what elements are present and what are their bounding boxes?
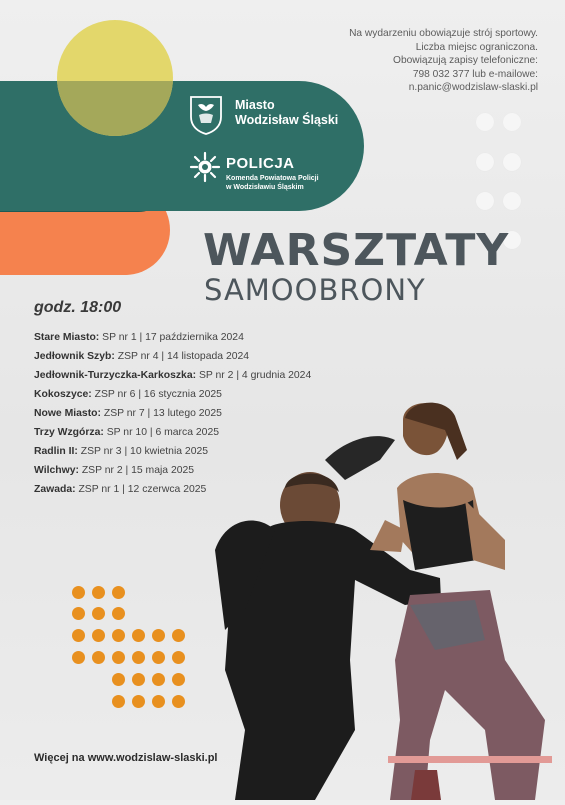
schedule-place: Trzy Wzgórza:	[34, 427, 104, 438]
decor-dot	[92, 629, 105, 642]
schedule-place: Kokoszyce:	[34, 389, 92, 400]
schedule-detail: SP nr 10 | 6 marca 2025	[103, 427, 219, 438]
schedule-place: Radlin II:	[34, 446, 78, 457]
decor-dot	[152, 673, 165, 686]
floor-mat-stripe	[388, 756, 552, 763]
schedule-detail: ZSP nr 4 | 14 listopada 2024	[114, 351, 250, 362]
decor-dot	[92, 651, 105, 664]
decor-dot	[152, 629, 165, 642]
schedule-place: Jedłownik-Turzyczka-Karkoszka:	[34, 370, 197, 381]
info-email[interactable]: n.panic@wodzislaw-slaski.pl	[408, 82, 538, 94]
decor-dot	[172, 651, 185, 664]
schedule-item	[34, 347, 311, 366]
decor-dot	[503, 192, 521, 210]
decor-dot	[92, 607, 105, 620]
decor-dot	[503, 113, 521, 131]
decor-dot	[132, 695, 145, 708]
decor-dot	[92, 586, 105, 599]
decor-dot	[132, 651, 145, 664]
page-subtitle: SAMOOBRONY	[204, 273, 426, 307]
schedule-detail: ZSP nr 6 | 16 stycznia 2025	[91, 389, 222, 400]
decor-dot	[112, 651, 125, 664]
decor-dot	[476, 153, 494, 171]
decor-dot	[172, 695, 185, 708]
schedule-detail: ZSP nr 3 | 10 kwietnia 2025	[77, 446, 209, 457]
decor-dot	[112, 586, 125, 599]
info-line: Obowiązują zapisy telefoniczne:	[393, 55, 538, 67]
decor-dot	[476, 113, 494, 131]
schedule-place: Stare Miasto:	[34, 332, 100, 343]
self-defense-photo	[205, 400, 565, 800]
schedule-place: Jedłownik Szyb:	[34, 351, 115, 362]
decor-dot	[72, 629, 85, 642]
info-line: Liczba miejsc ograniczona.	[415, 41, 538, 53]
decor-dot	[132, 629, 145, 642]
decor-dot	[503, 153, 521, 171]
schedule-place: Nowe Miasto:	[34, 408, 101, 419]
decor-dot	[476, 192, 494, 210]
decor-dot	[112, 607, 125, 620]
footer-website[interactable]: Więcej na www.wodzislaw-slaski.pl	[34, 752, 218, 764]
event-time: godz. 18:00	[34, 299, 122, 316]
info-line: Na wydarzeniu obowiązuje strój sportowy.	[349, 28, 538, 39]
decor-dot	[112, 695, 125, 708]
city-name-line1: Miasto	[235, 98, 275, 112]
schedule-place: Zawada:	[34, 484, 76, 495]
schedule-item	[34, 328, 311, 347]
police-star-icon	[189, 151, 221, 183]
decor-dot	[72, 607, 85, 620]
schedule-detail: SP nr 2 | 4 grudnia 2024	[196, 370, 312, 381]
schedule-detail: ZSP nr 1 | 12 czerwca 2025	[75, 484, 207, 495]
decor-dot	[72, 586, 85, 599]
page-title: WARSZTATY	[203, 225, 510, 276]
police-title: POLICJA	[226, 155, 295, 172]
decor-dot	[72, 651, 85, 664]
schedule-detail: ZSP nr 2 | 15 maja 2025	[78, 465, 195, 476]
schedule-detail: SP nr 1 | 17 października 2024	[99, 332, 244, 343]
city-crest-icon	[189, 95, 223, 135]
decor-dot	[152, 695, 165, 708]
city-name	[235, 98, 338, 128]
police-subtitle-line1: Komenda Powiatowa Policji	[226, 175, 319, 182]
decor-dot	[132, 673, 145, 686]
police-subtitle	[226, 174, 319, 192]
info-line: 798 032 377 lub e-mailowe:	[412, 68, 538, 80]
decor-dot	[112, 629, 125, 642]
police-subtitle-line2: w Wodzisławiu Śląskim	[226, 184, 304, 191]
schedule-item	[34, 366, 311, 385]
schedule-detail: ZSP nr 7 | 13 lutego 2025	[100, 408, 222, 419]
decor-dot	[112, 673, 125, 686]
schedule-place: Wilchwy:	[34, 465, 79, 476]
city-name-line2: Wodzisław Śląski	[235, 113, 339, 127]
info-block	[238, 27, 538, 95]
decor-dot	[152, 651, 165, 664]
decor-dot	[172, 673, 185, 686]
decor-dot	[172, 629, 185, 642]
